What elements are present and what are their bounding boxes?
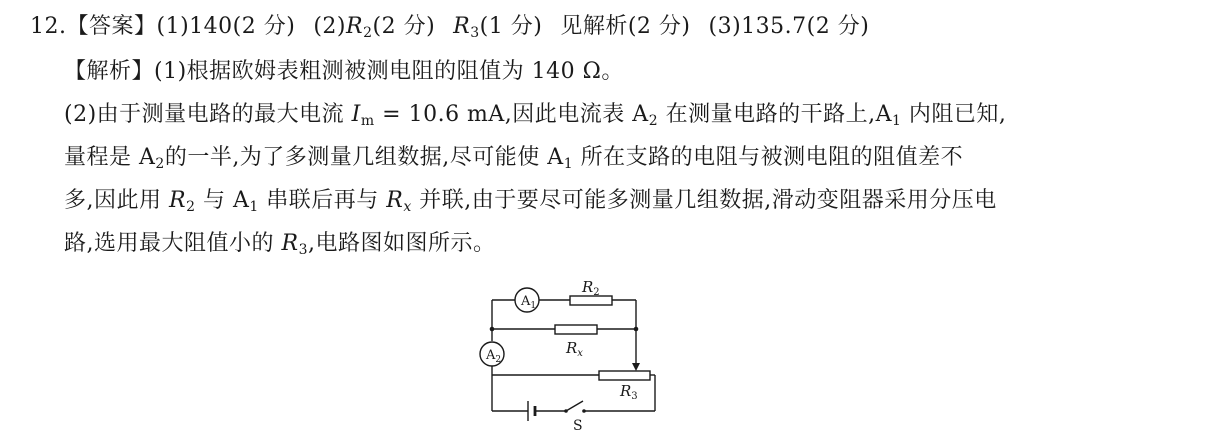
slider-arrowhead [632, 363, 640, 371]
resistor-r2 [570, 296, 612, 305]
answer-part2-subscript: 2 [363, 25, 373, 41]
switch-pivot [564, 409, 568, 413]
switch-contact [582, 409, 586, 413]
current-subscript: m [360, 113, 375, 129]
analysis-text-3a: 量程是 A [64, 145, 156, 170]
rheostat-r3 [599, 371, 650, 380]
answer-line [30, 12, 869, 42]
question-number: 12. [30, 14, 67, 39]
answer-part3-symbol: R [453, 14, 471, 39]
ammeter-a1-subscript: 1 [249, 199, 259, 215]
switch-blade [566, 401, 583, 411]
r2-symbol: R [169, 188, 187, 213]
answer-part4: 见解析(2 分) [560, 14, 691, 39]
answer-part3-subscript: 3 [470, 25, 480, 41]
analysis-line-3 [64, 143, 963, 173]
label-switch: S [573, 418, 583, 434]
analysis-text-4c: 串联后再与 [258, 188, 387, 213]
rx-symbol: R [386, 188, 404, 213]
analysis-text-2d: 内阻已知, [901, 102, 1007, 127]
r3-subscript: 3 [298, 242, 308, 258]
answer-part3-score: (1 分) [479, 14, 543, 39]
ammeter-a1-subscript: 1 [891, 113, 902, 129]
ammeter-a2-subscript: 2 [648, 113, 659, 129]
ammeter-a1-subscript: 1 [563, 156, 574, 172]
answer-part2-symbol: R [346, 14, 364, 39]
circuit-diagram [470, 270, 670, 438]
r2-subscript: 2 [186, 199, 196, 215]
label-r3: $R_3$ [620, 382, 638, 402]
answer-tag: 【答案】 [66, 14, 157, 39]
analysis-line-5 [64, 229, 496, 259]
answer-part2-prefix: (2) [313, 14, 346, 39]
analysis-text-3b: 的一半,为了多测量几组数据,尽可能使 A [164, 145, 564, 170]
analysis-text-2c: 在测量电路的干路上,A [658, 102, 892, 127]
junction-left [490, 327, 495, 332]
junction-right [634, 327, 639, 332]
current-symbol: I [351, 102, 361, 127]
rx-subscript: x [403, 199, 412, 215]
analysis-line-1 [64, 57, 624, 87]
label-rx: $R_x$ [566, 339, 583, 359]
resistor-rx [555, 325, 597, 334]
analysis-text-4b: 与 A [195, 188, 250, 213]
label-a2: $A_2$ [486, 348, 502, 365]
analysis-text-4d: 并联,由于要尽可能多测量几组数据,滑动变阻器采用分压电 [411, 188, 997, 213]
analysis-text-1: (1)根据欧姆表粗测被测电阻的阻值为 140 Ω。 [154, 59, 624, 84]
answer-part1: (1)140(2 分) [156, 14, 296, 39]
analysis-line-4 [64, 186, 997, 216]
r3-symbol: R [281, 231, 299, 256]
answer-part5: (3)135.7(2 分) [708, 14, 870, 39]
analysis-text-3c: 所在支路的电阻与被测电阻的阻值差不 [573, 145, 964, 170]
ammeter-a2-subscript: 2 [155, 156, 165, 172]
answer-part2-score: (2 分) [372, 14, 436, 39]
analysis-line-2 [64, 100, 1006, 130]
analysis-text-5b: ,电路图如图所示。 [308, 231, 496, 256]
analysis-text-5a: 路,选用最大阻值小的 [64, 231, 282, 256]
analysis-tag: 【解析】 [64, 59, 155, 84]
analysis-text-2b: = 10.6 mA,因此电流表 A [374, 102, 649, 127]
analysis-text-2a: (2)由于测量电路的最大电流 [64, 102, 352, 127]
label-r2: $R_2$ [582, 278, 600, 298]
analysis-text-4a: 多,因此用 [64, 188, 169, 213]
label-a1: $A_1$ [521, 294, 537, 311]
